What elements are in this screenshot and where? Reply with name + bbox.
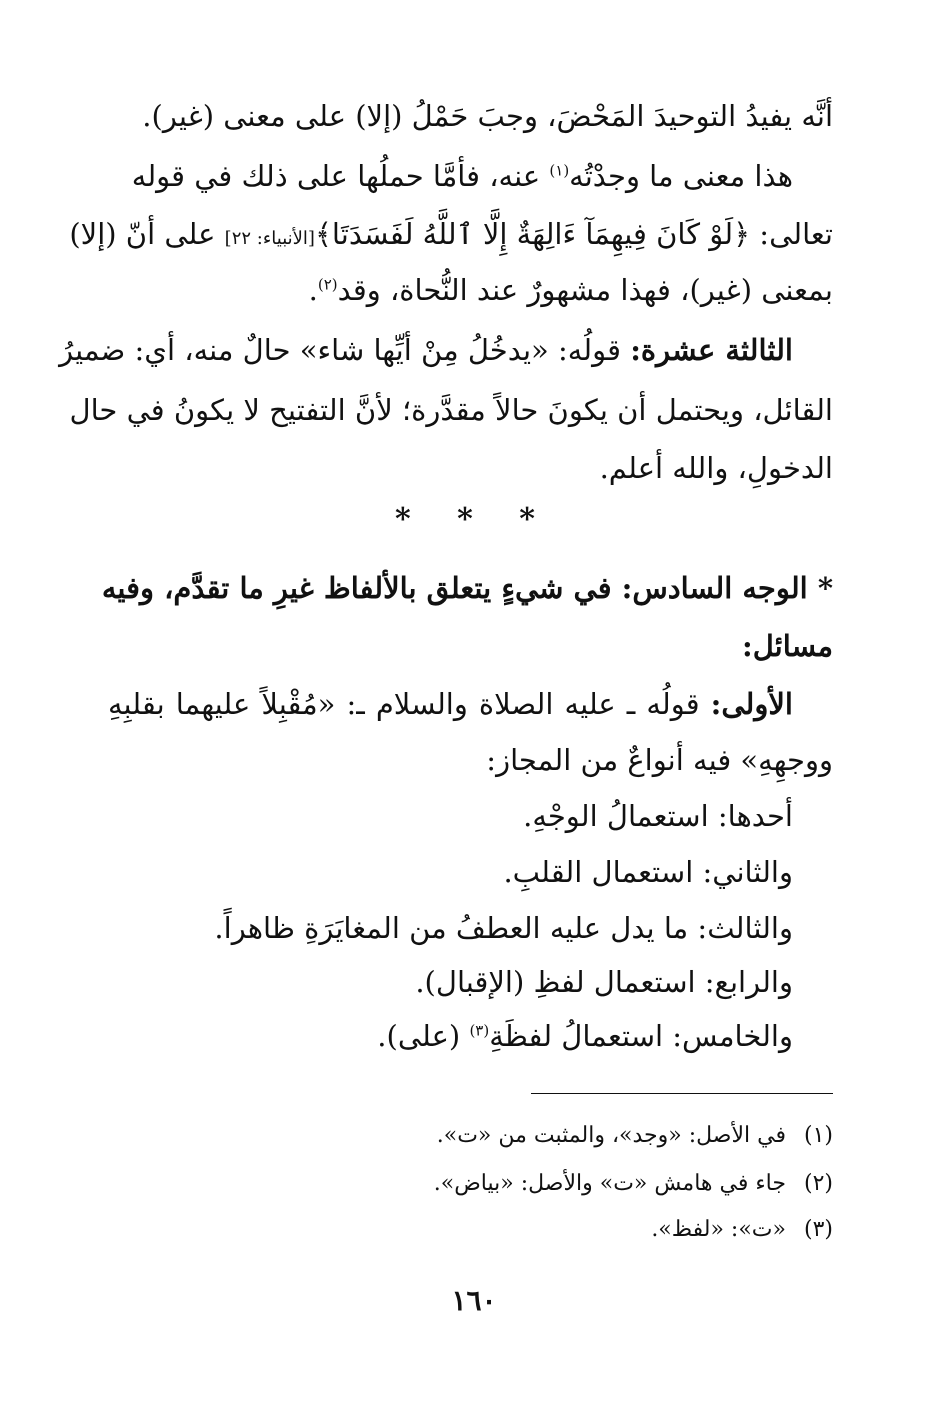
paragraph-lead: الثالثة عشرة:: [630, 333, 793, 367]
text-segment: القائل، ويحتمل أن يكونَ حالاً مقدَّرة؛ لأنَّ التفتيح لا يكونُ في حال: [69, 393, 833, 427]
text-line: [59, 330, 793, 370]
footnote-text: جاء في هامش «ت» والأصل: «بياض».: [433, 1171, 786, 1196]
list-item: [503, 852, 793, 892]
text-segment: بمعنى (غير)، فهذا مشهورٌ عند النُّحاة، وقد: [337, 273, 833, 307]
footnote: [651, 1214, 833, 1246]
text-line: [108, 684, 793, 724]
footnote-divider: [531, 1093, 833, 1094]
quran-reference: [الأنبياء: ٢٢]: [224, 228, 315, 249]
page-number: ١٦٠: [451, 1284, 497, 1317]
quran-verse: ﴿لَوْ كَانَ فِيهِمَآ ءَالِهَةٌ إِلَّا ٱللَّهُ لَفَسَدَتَا﴾: [314, 217, 751, 251]
section-heading: [742, 626, 833, 666]
footnote-number: (٣): [803, 1217, 833, 1242]
text-segment: .: [308, 273, 318, 307]
footnote: [434, 1168, 833, 1200]
text-segment: هذا معنى ما وجدْتُه: [569, 159, 793, 193]
footnote-number: (٢): [803, 1171, 833, 1196]
footnote: [437, 1120, 833, 1152]
text-segment: مسائل:: [742, 629, 833, 663]
list-item: [214, 908, 793, 948]
text-segment: قولُه ـ عليه الصلاة والسلام ـ: «مُقْبِلاً عليهما بقلبِهِ: [108, 687, 711, 721]
list-item: [523, 796, 793, 836]
section-separator: * * *: [395, 502, 553, 537]
text-line: [600, 448, 833, 488]
list-item: [415, 962, 793, 1002]
text-segment: أحدها: استعمالُ الوجْهِ.: [523, 799, 793, 833]
footnote-marker: (٢): [317, 275, 338, 294]
text-segment: والرابع: استعمال لفظِ (الإقبال).: [415, 965, 793, 999]
text-segment: على أنّ (إلا): [69, 217, 225, 251]
footnote-text: في الأصل: «وجد»، والمثبت من «ت».: [436, 1123, 786, 1148]
text-segment: * الوجه السادس: في شيءٍ يتعلق بالألفاظ غيرِ ما تقدَّم، وفيه: [101, 571, 833, 605]
text-line: [309, 270, 833, 310]
footnote-number: (١): [803, 1123, 833, 1148]
text-line: [132, 156, 793, 196]
text-segment: قولُه: «يدخُلُ مِنْ أيِّها شاء» حالٌ منه، أي: ضميرُ: [59, 333, 631, 367]
footnote-marker: (٣): [469, 1021, 490, 1040]
footnote-marker: (١): [549, 161, 570, 180]
text-line: [142, 96, 833, 136]
paragraph-lead: الأولى:: [710, 687, 793, 721]
text-segment: الدخولِ، والله أعلم.: [599, 451, 833, 485]
text-segment: تعالى:: [750, 217, 833, 251]
list-item: [377, 1016, 793, 1056]
text-line: [486, 740, 833, 780]
text-segment: والخامس: استعمالُ لفظَةِ: [489, 1019, 793, 1053]
text-segment: (على).: [377, 1019, 470, 1053]
text-segment: ووجهِهِ» فيه أنواعٌ من المجاز:: [486, 743, 833, 777]
text-segment: عنه، فأمَّا حملُها على ذلك في قوله: [131, 159, 550, 193]
text-segment: والثاني: استعمال القلبِ.: [503, 855, 793, 889]
section-heading: [101, 568, 833, 608]
text-line: [69, 214, 833, 259]
footnote-text: «ت»: «لفظ».: [651, 1217, 786, 1242]
text-segment: أنَّه يفيدُ التوحيدَ المَحْضَ، وجبَ حَمْلُ (إلا) على معنى (غير).: [142, 99, 833, 133]
text-segment: والثالث: ما يدل عليه العطفُ من المغايَرَةِ ظاهراً.: [214, 911, 793, 945]
text-line: [69, 390, 833, 430]
